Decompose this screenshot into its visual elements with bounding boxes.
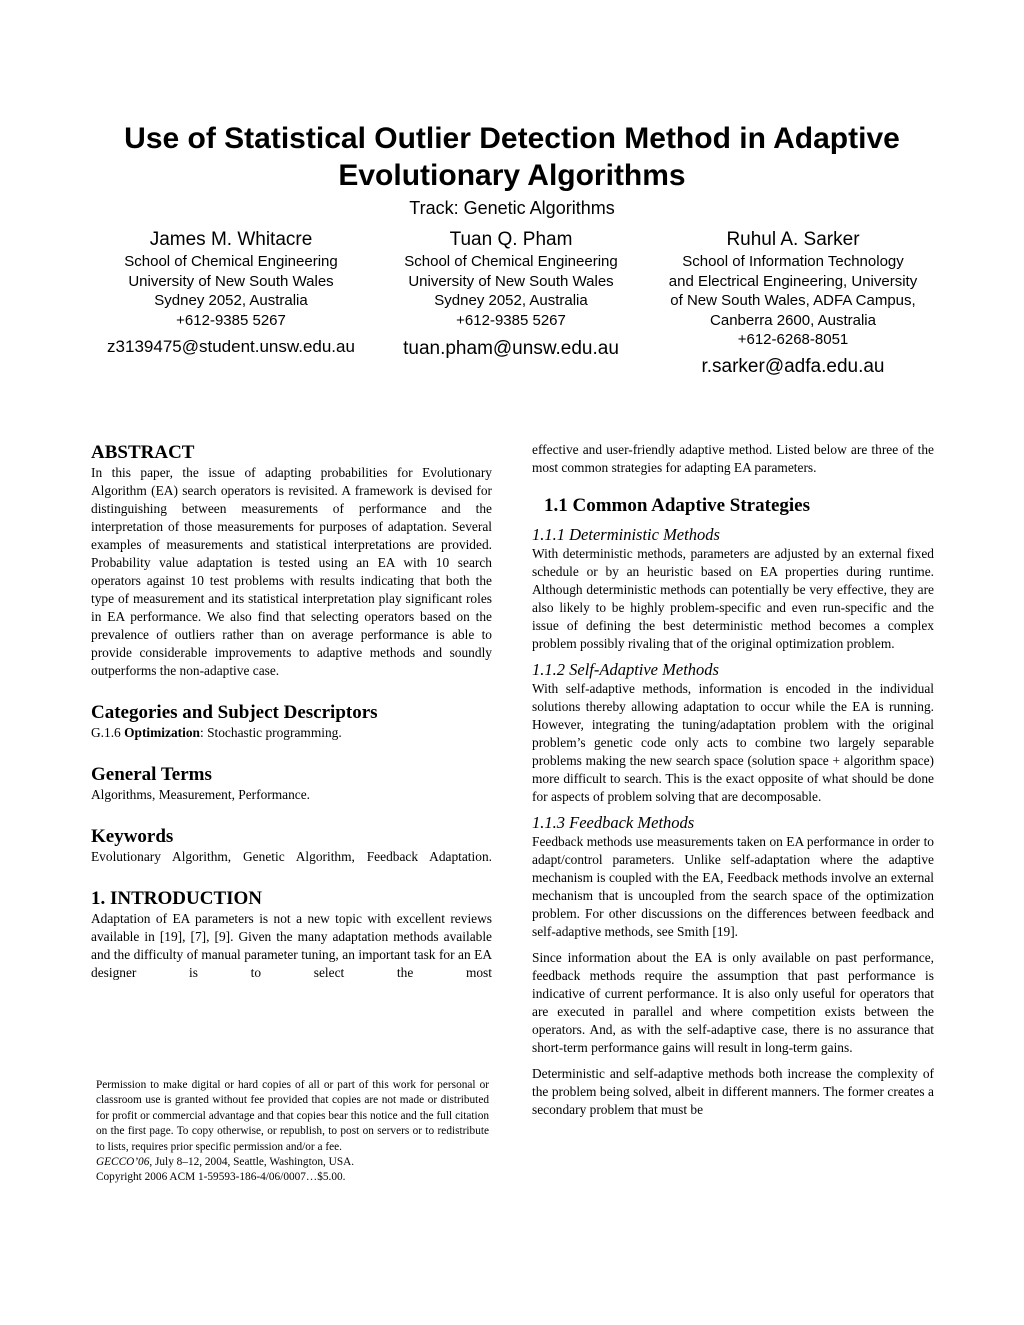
author-affiliation: University of New South Wales (408, 272, 614, 290)
section-1-1-heading: 1.1 Common Adaptive Strategies (544, 495, 810, 516)
author-affiliation: of New South Wales, ADFA Campus, (670, 292, 916, 309)
general-terms-text: Algorithms, Measurement, Performance. (91, 787, 311, 802)
author-block-3 (650, 228, 936, 378)
track-label: Track: Genetic Algorithms (409, 198, 615, 218)
author-affiliation: Sydney 2052, Australia (154, 292, 308, 309)
author-affiliation: Canberra 2600, Australia (710, 311, 876, 329)
intro-continuation: effective and user-friendly adaptive method. Listed below are three of the most common strategies for adapting EA parameters. (532, 442, 934, 475)
conference-info (96, 1155, 489, 1170)
permission-text: Permission to make digital or hard copies of all or part of this work for personal or classroom use is granted without fee provided that copies are not made or distributed for profit or commercial advantage and that copies bear this notice and the full citation on the first page. To copy otherwise, or republish, to post on servers or to redistribute to lists, requires prior specific permission and/or a fee. (96, 1079, 489, 1153)
permission-block (96, 1078, 489, 1186)
copyright-text: Copyright 2006 ACM 1-59593-186-4/06/0007…$5.00. (96, 1171, 346, 1184)
author-phone: +612-9385 5267 (456, 311, 566, 329)
author-phone: +612-6268-8051 (737, 331, 849, 348)
author-affiliation: and Electrical Engineering, University (668, 272, 918, 290)
abstract-text: In this paper, the issue of adapting probabilities for Evolutionary Algorithm (EA) search operators is revisited. A framework is devised for distinguishing between measurements of performance and the interpretation of those measurements for purposes of adaptation. Several examples of measurements and statistical interpretations are provided. Probability value adaptation is tested using an EA with 10 search operators against 10 test problems with results indicating that both the type of measurement and its statistical interpretation play significant roles in EA performance. We also find that selecting operators based on the prevalence of outliers rather than on average performance is able to provide considerable improvements to adaptive methods and soundly outperforms the non-adaptive case. (91, 465, 492, 678)
author-affiliation: University of New South Wales (128, 272, 334, 290)
conference-details: , July 8–12, 2004, Seattle, Washington, USA. (149, 1156, 355, 1169)
section-1-1-1-text: With deterministic methods, parameters are adjusted by an external fixed schedule or by an heuristic based on EA properties during runtime. Although deterministic methods can potentially be very effective, they are also likely to be highly problem-specific and even run-specific and the issue of defining the best deterministic method becomes a complex problem possibly rivaling that of the original optimization problem. (532, 546, 934, 651)
section-1-1-3-heading: 1.1.3 Feedback Methods (532, 813, 695, 832)
author-phone: +612-9385 5267 (176, 311, 286, 329)
paragraph: Deterministic and self-adaptive methods both increase the complexity of the problem being solved, albeit in different manners. The former creates a secondary problem that must be (532, 1066, 934, 1117)
keywords-heading: Keywords (91, 826, 174, 847)
author-affiliation: School of Chemical Engineering (124, 253, 338, 270)
category-name: Optimization (124, 725, 200, 740)
author-block-2 (378, 228, 644, 360)
section-1-1-3-text: Feedback methods use measurements taken on EA performance in order to adapt/control parameters. Unlike self-adaptation where the adaptive mechanism is coupled with the EA, Feedback methods involve an external mechanism that is uncoupled from the search space of the optimization problem. For other discussions on the differences between feedback and self-adaptive methods, see Smith [19]. (532, 834, 934, 939)
paragraph: Since information about the EA is only available on past performance, feedback methods require the assumption that past performance is indicative of current performance. It is also only useful for operators that are executed in parallel and where competition exists between the operators. And, as with the self-adaptive case, there is no assurance that short-term performance gains will result in long-term gains. (532, 950, 934, 1055)
conference-name: GECCO’06 (96, 1156, 150, 1169)
introduction-text: Adaptation of EA parameters is not a new topic with excellent reviews available in [19], [7], [9]. Given the many adaptation methods available and the difficulty of manual parameter tuning, an important task for an EA designer is to select the most (91, 911, 492, 980)
general-terms-heading: General Terms (91, 764, 212, 785)
author-affiliation: School of Chemical Engineering (404, 253, 618, 270)
keywords-text: Evolutionary Algorithm, Genetic Algorithm, Feedback Adaptation. (91, 849, 492, 864)
categories-text (91, 724, 492, 742)
paper-title: Use of Statistical Outlier Detection Method in Adaptive Evolutionary Algorithms (124, 122, 900, 192)
abstract-heading: ABSTRACT (91, 442, 195, 463)
author-block-1 (98, 228, 364, 358)
right-column (532, 441, 934, 1119)
author-name: Ruhul A. Sarker (726, 229, 860, 250)
section-1-1-2-text: With self-adaptive methods, information is encoded in the individual solutions thereby allowing adaptation to occur while the EA is running. However, integrating the tuning/adaptation problem with the original problem’s genetic code only acts to combine two largely separable problems making the new search space (solution space + algorithm space) more difficult to search. This is the exact opposite of what should be done for aspects of problem solving that are decomposable. (532, 681, 934, 804)
author-email: tuan.pham@unsw.edu.au (403, 338, 619, 359)
author-email: r.sarker@adfa.edu.au (701, 355, 885, 377)
author-name: Tuan Q. Pham (449, 229, 573, 250)
author-email: z3139475@student.unsw.edu.au (107, 337, 355, 356)
introduction-heading: 1. INTRODUCTION (91, 888, 263, 909)
category-code: G.1.6 (91, 725, 125, 740)
author-affiliation: School of Information Technology (682, 253, 904, 270)
section-1-1-1-heading: 1.1.1 Deterministic Methods (532, 525, 720, 544)
section-1-1-2-heading: 1.1.2 Self-Adaptive Methods (532, 660, 719, 679)
author-affiliation: Sydney 2052, Australia (434, 292, 588, 309)
categories-heading: Categories and Subject Descriptors (91, 702, 378, 723)
left-column (91, 442, 492, 982)
category-rest: : Stochastic programming. (200, 725, 342, 740)
author-name: James M. Whitacre (149, 229, 313, 250)
